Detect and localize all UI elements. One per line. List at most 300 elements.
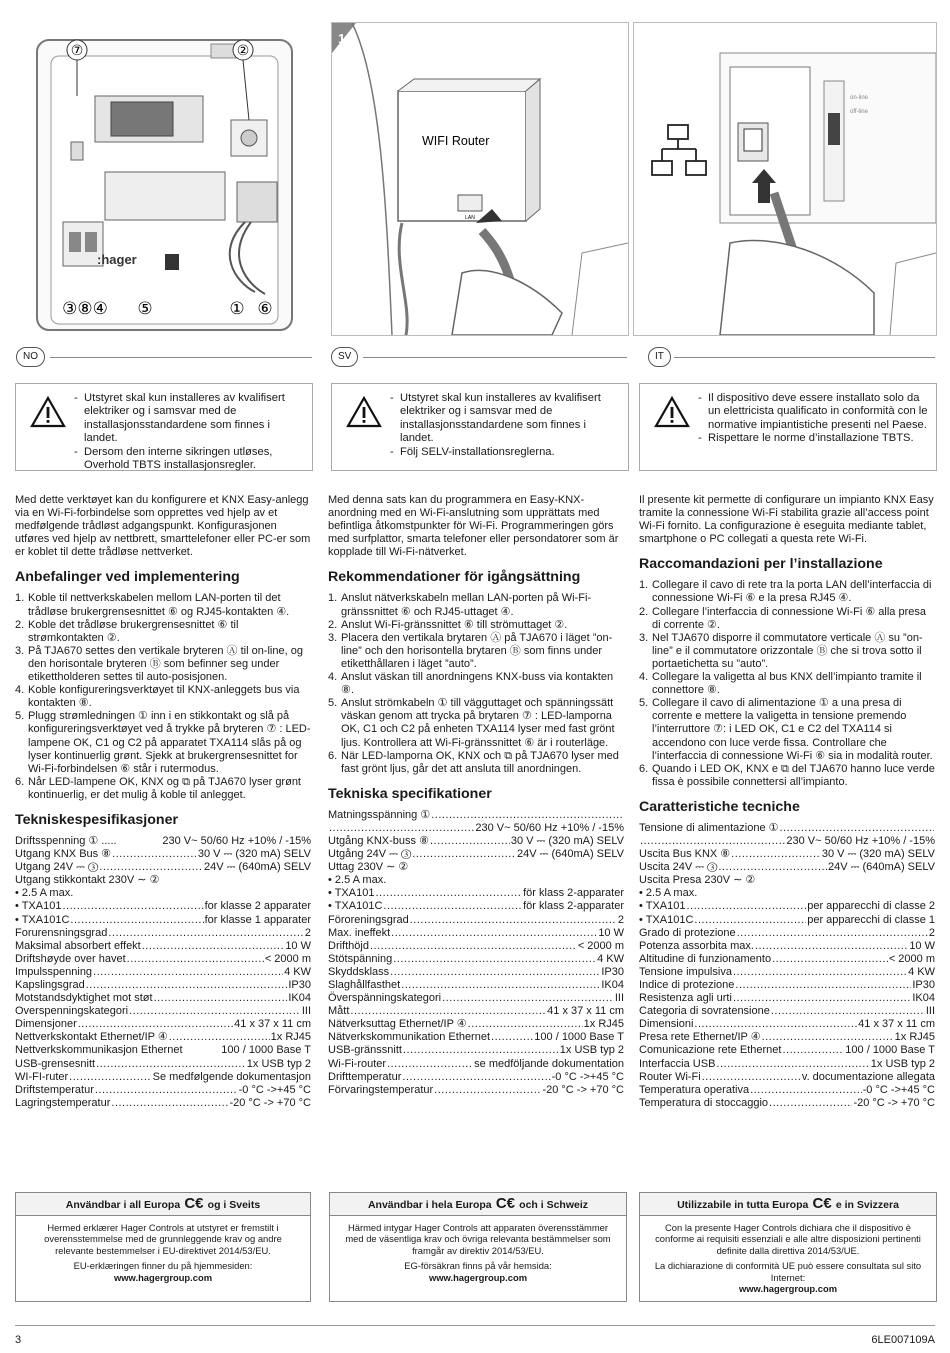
installation-steps	[15, 592, 311, 802]
ce-url: www.hagergroup.com	[738, 1283, 838, 1295]
spec-row	[639, 1058, 935, 1071]
spec-value: IK04	[601, 979, 624, 991]
ce-box-header	[16, 1193, 310, 1216]
spec-label: Categoria di sovratensione	[639, 1005, 770, 1018]
step-number: 1	[338, 31, 346, 46]
spec-label: • TXA101	[15, 900, 62, 913]
spec-value: 41 x 37 x 11 cm	[234, 1018, 311, 1031]
spec-leader	[370, 940, 577, 953]
spec-label: Tensione di alimentazione ①	[639, 821, 779, 834]
spec-value: 10 W	[598, 926, 624, 939]
spec-value: 41 x 37 x 11 cm	[547, 1005, 624, 1018]
spec-leader	[694, 1018, 857, 1031]
spec-label: Stötspänning	[328, 952, 393, 965]
ce-suffix: e in Svizzera	[835, 1199, 899, 1211]
ce-declaration: Con la presente Hager Controls dichiara che il dispositivo è conforme ai requisiti essenziali e alle altre disposizioni pertinenti definite dalla direttiva 2014/53/UE.	[655, 1222, 921, 1256]
spec-row	[639, 1018, 935, 1031]
spec-leader	[401, 979, 600, 992]
spec-label: Temperatura di stoccaggio	[639, 1096, 769, 1109]
warning-text: - Följ SELV-installationsreglerna.	[390, 446, 620, 459]
spec-label: Dimensjoner	[15, 1018, 77, 1031]
spec-row	[639, 1044, 935, 1057]
spec-value: III	[925, 1005, 935, 1018]
ce-box-no	[15, 1192, 311, 1302]
section-heading-installation: Raccomandazioni per l’installazione	[639, 556, 883, 573]
lan-port-label: LAN	[465, 215, 475, 221]
spec-leader	[95, 1084, 238, 1097]
ce-suffix: og i Sveits	[207, 1199, 261, 1211]
spec-label: Driftstemperatur	[15, 1083, 94, 1096]
spec-value: 100 / 1000 Base T	[845, 1044, 935, 1057]
spec-row	[15, 914, 311, 927]
footer-rule	[15, 1325, 935, 1326]
divider	[50, 357, 312, 358]
spec-value: IK04	[912, 992, 935, 1005]
section-heading-specs: Tekniska specifikationer	[328, 785, 492, 802]
spec-row	[15, 953, 311, 966]
spec-value: III	[301, 1005, 311, 1018]
spec-row	[15, 1031, 311, 1044]
spec-row	[15, 1097, 311, 1110]
spec-row	[328, 861, 624, 874]
spec-row	[15, 979, 311, 992]
spec-label: • TXA101	[639, 900, 686, 913]
spec-row	[328, 1084, 624, 1097]
spec-label: Altitudine di funzionamento	[639, 952, 772, 965]
warning-box-no	[15, 383, 313, 471]
spec-value: per apparecchi di classe 2	[807, 900, 935, 913]
spec-label: Skyddsklass	[328, 965, 390, 978]
spec-label: Förvaringstemperatur	[328, 1083, 434, 1096]
step-text: Plugg strømledningen ① inn i en stikkontakt og slå på konfigureringsverktøyet ved å trykke på bryteren ⑦ : LED-lampene OK, C1 og C2 på apparatet TXA114 slås på og lyser kontinuerlig grønt. Sjekk at brukergrensesnittet for Wi-Fi-forbindelsen ⑥ står i rutermodus.	[28, 710, 311, 775]
spec-row	[639, 940, 935, 953]
ethernet-drawing	[634, 23, 936, 335]
spec-value: for klasse 2 apparater	[204, 900, 311, 913]
spec-leader	[69, 1071, 151, 1084]
step-text: Collegare il cavo di alimentazione ① a una presa di corrente e mettere la valigetta in tensione premendo l’interruttore ⑦: i LED OK, C1 e C2 del TXA114 si accendono con luce verde fissa. Controllare che l’interfaccia di connessione Wi-Fi ⑥ sia in modalità router.	[652, 697, 933, 762]
spec-leader	[127, 953, 264, 966]
spec-row	[15, 900, 311, 913]
callout-1: ①	[229, 299, 245, 319]
callout-2: ②	[236, 43, 250, 59]
spec-value: 2	[304, 926, 311, 939]
spec-label: Föroreningsgrad	[328, 913, 409, 926]
spec-value: 2	[617, 913, 624, 926]
step-number: 1.	[639, 579, 649, 592]
spec-value: 100 / 1000 Base T	[221, 1044, 311, 1057]
ce-declaration-link-text	[650, 1260, 926, 1294]
spec-leader	[387, 1058, 473, 1071]
ce-url: www.hagergroup.com	[113, 1271, 213, 1283]
spec-value: 230 V~ 50/60 Hz +10% / -15%	[786, 834, 935, 847]
ce-box-header	[330, 1193, 626, 1216]
step-text: Koble til nettverkskabelen mellom LAN-porten til det trådløse brukergrensesnittet ⑥ og RJ45-kontakten ④.	[28, 592, 290, 618]
spec-leader	[142, 940, 285, 953]
spec-leader	[111, 1097, 228, 1110]
spec-value: 24V ⎓ (640mA) SELV	[203, 861, 311, 874]
ce-box-sv	[329, 1192, 627, 1302]
spec-leader	[393, 953, 596, 966]
spec-value: 230 V~ 50/60 Hz +10% / -15%	[475, 821, 624, 834]
intro-paragraph: Med denna sats kan du programmera en Easy-KNX-anordning med en Wi-Fi-anslutning som upprättats med befintliga åtkomstpunkter för Wi-Fi. Programmeringen görs med surfplattor, smarta telefoner eller persondatorer som är kopplade till Wi-Fi-nätverket.	[328, 494, 619, 559]
divider	[674, 357, 935, 358]
step-item	[639, 579, 935, 605]
spec-row	[15, 1058, 311, 1071]
spec-row	[328, 1044, 624, 1057]
spec-value: 1x USB typ 2	[246, 1057, 311, 1070]
spec-leader	[780, 822, 935, 835]
callout-3-8-4: ③⑧④	[62, 299, 108, 319]
spec-leader	[154, 992, 288, 1005]
spec-row	[639, 979, 935, 992]
spec-value: 24V ⎓ (640mA) SELV	[827, 861, 935, 874]
spec-row	[639, 835, 935, 848]
section-heading-installation: Rekommendationer för igångsättning	[328, 569, 581, 586]
spec-row	[639, 822, 935, 835]
spec-leader	[169, 1031, 270, 1044]
spec-row	[328, 953, 624, 966]
spec-leader	[737, 927, 928, 940]
ce-title: Utilizzabile in tutta Europa	[677, 1199, 809, 1211]
spec-label: • TXA101C	[15, 913, 70, 926]
spec-label: USB-grensesnitt	[15, 1057, 96, 1070]
step-item	[15, 776, 311, 802]
ce-link-intro: La dichiarazione di conformità UE può essere consultata sul sito Internet:	[654, 1260, 922, 1283]
spec-row	[639, 848, 935, 861]
spec-label: Driftsspenning ① .....	[15, 834, 117, 847]
spec-label: Dimensioni	[639, 1018, 694, 1031]
spec-leader	[468, 1018, 583, 1031]
spec-leader	[96, 1058, 246, 1071]
callout-6: ⑥	[257, 299, 273, 319]
spec-label: Nettverkskontakt Ethernet/IP ④	[15, 1031, 168, 1044]
spec-leader	[402, 1071, 550, 1084]
spec-row	[328, 1031, 624, 1044]
step-item	[639, 606, 935, 632]
step-number: 4.	[15, 684, 25, 697]
ce-declaration: Härmed intygar Hager Controls att apparaten överensstämmer med de väsentliga krav och övriga relevanta bestämmelser som framgår av direktiv 2014/53/EU.	[345, 1222, 611, 1256]
spec-leader	[99, 861, 203, 874]
spec-label: • 2.5 A max.	[328, 874, 387, 887]
spec-leader	[735, 979, 911, 992]
ce-box-header	[640, 1193, 936, 1216]
illustration-suitcase	[15, 22, 312, 334]
ce-declaration-link-text	[340, 1260, 616, 1283]
spec-label: Utgang stikkontakt 230V ∼ ②	[15, 874, 160, 887]
spec-leader	[442, 992, 614, 1005]
spec-leader	[108, 927, 304, 940]
spec-row	[328, 835, 624, 848]
section-heading-installation: Anbefalinger ved implementering	[15, 569, 240, 586]
ce-box-body	[330, 1216, 626, 1283]
spec-label: Nettverkskommunikasjon Ethernet	[15, 1044, 183, 1057]
step-text: Anslut nätverkskabeln mellan LAN-porten på Wi-Fi-gränssnittet ⑥ och RJ45-uttaget ④.	[341, 592, 592, 618]
spec-leader	[755, 940, 908, 953]
ce-box-body	[16, 1216, 310, 1283]
step-number: 3.	[328, 631, 338, 644]
spec-row	[328, 809, 624, 822]
spec-leader	[702, 1071, 801, 1084]
installation-steps	[639, 579, 935, 789]
spec-leader	[731, 848, 821, 861]
spec-row	[15, 992, 311, 1005]
spec-row	[639, 966, 935, 979]
step-text: Quando i LED OK, KNX e ⧉ del TJA670 hanno luce verde fissa è possibile connettersi all’impianto.	[652, 762, 935, 788]
spec-label: Presa rete Ethernet/IP ④	[639, 1031, 761, 1044]
spec-value: 1x RJ45	[270, 1031, 311, 1044]
spec-value: Se medfølgende dokumentasjon	[152, 1070, 311, 1083]
spec-leader	[733, 992, 911, 1005]
step-number: 3.	[639, 631, 649, 644]
spec-value: för klass 2-apparater	[523, 887, 624, 900]
spec-value: -0 °C ->+45 °C	[238, 1083, 311, 1096]
spec-label: Driftshøyde over havet	[15, 952, 126, 965]
spec-leader	[733, 966, 907, 979]
step-text: Koble det trådløse brukergrensesnittet ⑥ til strømkontakten ②.	[28, 618, 239, 644]
spec-value: per apparecchi di classe 1	[807, 913, 935, 926]
spec-row	[639, 1005, 935, 1018]
router-drawing	[332, 23, 628, 335]
step-number: 5.	[639, 697, 649, 710]
spec-value: för klass 2-apparater	[523, 900, 624, 913]
ce-suffix: och i Schweiz	[519, 1199, 589, 1211]
spec-row	[328, 848, 624, 861]
spec-value: -20 °C -> +70 °C	[229, 1096, 311, 1109]
spec-leader	[86, 979, 288, 992]
spec-leader	[383, 900, 522, 913]
spec-value: 1x USB typ 2	[870, 1057, 935, 1070]
spec-value: -0 °C ->+45 °C	[862, 1083, 935, 1096]
spec-table	[15, 835, 311, 1110]
step-number: 5.	[328, 697, 338, 710]
spec-value: 4 KW	[908, 965, 935, 978]
step-item	[15, 592, 311, 618]
spec-leader	[430, 835, 510, 848]
spec-table	[639, 822, 935, 1110]
ce-mark-icon: C€	[180, 1195, 208, 1212]
spec-value: < 2000 m	[577, 939, 624, 952]
spec-value: 230 V~ 50/60 Hz +10% / -15%	[162, 834, 311, 847]
illustration-wifi-router	[331, 22, 629, 336]
switch-online-label: on-line	[850, 95, 869, 101]
spec-value: 30 V ⎓ (320 mA) SELV	[197, 848, 311, 861]
ce-mark-icon: C€	[808, 1195, 836, 1212]
spec-label: Uscita 24V ⎓ ③	[639, 861, 718, 874]
spec-label: Nätverkskommunikation Ethernet	[328, 1031, 491, 1044]
spec-leader	[93, 966, 283, 979]
spec-row	[639, 874, 935, 887]
spec-row	[328, 927, 624, 940]
spec-value: v. documentazione allegata	[801, 1070, 935, 1083]
spec-label: Utgang 24V ⎓ ③	[15, 861, 99, 874]
spec-row	[328, 914, 624, 927]
spec-value: IP30	[288, 979, 311, 991]
spec-label: Max. ineffekt	[328, 926, 391, 939]
step-item	[328, 619, 624, 632]
ce-box-it	[639, 1192, 937, 1302]
warning-box-it	[639, 383, 937, 471]
spec-leader	[412, 848, 516, 861]
spec-leader	[762, 1031, 894, 1044]
spec-label: USB-gränssnitt	[328, 1044, 402, 1057]
warning-text: - Utstyret skal kun installeres av kvalifisert elektriker og i samsvar med de installasjonsstandardene som finnes i landet.	[390, 392, 620, 446]
spec-row	[328, 887, 624, 900]
step-item	[15, 684, 311, 710]
spec-label: Utgång 24V ⎓ ③	[328, 848, 412, 861]
spec-value: IP30	[601, 965, 624, 978]
warning-box-sv	[331, 383, 629, 471]
network-icon	[652, 125, 706, 175]
spec-value: < 2000 m	[264, 952, 311, 965]
spec-row	[639, 1031, 935, 1044]
ce-link-intro: EU-erklæringen finner du på hjemmesiden:	[73, 1260, 253, 1272]
spec-label: Indice di protezione	[639, 979, 735, 991]
spec-leader	[78, 1018, 233, 1031]
spec-label: Potenza assorbita max.	[639, 939, 754, 952]
step-text: Collegare la valigetta al bus KNX dell’impianto tramite il connettore ⑧.	[652, 671, 922, 697]
callout-7: ⑦	[70, 43, 84, 59]
step-item	[639, 671, 935, 697]
intro-paragraph: Med dette verktøyet kan du konfigurere et KNX Easy-anlegg via en Wi-Fi-forbindelse som opprettes ved hjelp av et medfølgende trådløst adgangspunkt. Konfigurasjonen utføres ved hjelp av nettbrett, smarttelefoner eller PC-er som er koblet til dette trådløse nettverket.	[15, 494, 311, 559]
spec-value: -0 °C ->+45 °C	[551, 1070, 624, 1083]
spec-label: Utgång KNX-buss ⑧	[328, 834, 429, 847]
spec-value: 30 V ⎓ (320 mA) SELV	[821, 848, 935, 861]
spec-leader	[718, 861, 827, 874]
step-text: Anslut strömkabeln ① till vägguttaget och spänningssätt väskan genom att trycka på brytaren ⑦ : LED-lamporna OK, C1 och C2 på enheten TXA114 lyser med fast grönt ljus. Kontrollera att Wi-Fi-gränssnittet ⑥ är i routerläge.	[341, 697, 615, 749]
spec-label: Nätverksuttag Ethernet/IP ④	[328, 1018, 467, 1031]
warning-icon	[654, 396, 690, 428]
spec-value: 1x USB typ 2	[559, 1044, 624, 1057]
spec-leader	[772, 953, 888, 966]
step-number: 3.	[15, 644, 25, 657]
spec-row	[15, 848, 311, 861]
step-number: 1.	[15, 592, 25, 605]
spec-value: III	[614, 992, 624, 1005]
divider	[363, 357, 627, 358]
spec-row	[639, 927, 935, 940]
step-text: Nel TJA670 disporre il commutatore verticale Ⓐ su ”on-line” e il commutatore orizzontale Ⓑ che si trova sotto il portaetichetta su ”auto”.	[652, 631, 923, 670]
spec-value: 4 KW	[284, 965, 311, 978]
step-text: Koble konfigureringsverktøyet til KNX-anleggets bus via kontakten ⑧.	[28, 684, 300, 710]
column-sv	[328, 494, 624, 1097]
lang-badge-it: IT	[648, 347, 671, 367]
spec-row	[15, 874, 311, 887]
spec-value: 4 KW	[597, 952, 624, 965]
step-item	[328, 750, 624, 776]
callout-5: ⑤	[137, 299, 153, 319]
step-item	[328, 671, 624, 697]
spec-leader	[112, 848, 197, 861]
warning-icon	[346, 396, 382, 428]
spec-leader	[769, 1097, 852, 1110]
spec-row	[328, 1005, 624, 1018]
warning-text: - Dersom den interne sikringen utløses, Overhold TBTS installasjonsregler.	[74, 446, 304, 473]
step-item	[639, 632, 935, 671]
spec-leader	[403, 1044, 559, 1057]
spec-row	[639, 1097, 935, 1110]
spec-label: • TXA101C	[328, 900, 383, 913]
spec-row	[15, 835, 311, 848]
spec-value: for klasse 1 apparater	[204, 913, 311, 926]
column-no	[15, 494, 311, 1110]
step-text: Collegare l’interfaccia di connessione Wi-Fi ⑥ alla presa di corrente ②.	[652, 605, 926, 631]
spec-value: 10 W	[909, 939, 935, 952]
spec-label: Motstandsdyktighet mot støt	[15, 992, 153, 1005]
spec-row	[328, 979, 624, 992]
spec-leader	[70, 914, 203, 927]
section-heading-specs: Tekniskespesifikasjoner	[15, 811, 178, 828]
spec-table	[328, 809, 624, 1097]
spec-row	[15, 1018, 311, 1031]
spec-label: Interfaccia USB	[639, 1057, 716, 1070]
ce-url: www.hagergroup.com	[428, 1271, 528, 1283]
spec-row	[328, 822, 624, 835]
step-number: 6.	[639, 762, 649, 775]
ce-declaration: Hermed erklærer Hager Controls at utstyret er fremstilt i overensstemmelse med de grunnleggende krav og andre relevante bestemmelser i EU-direktivet 2014/53/EU.	[44, 1222, 282, 1256]
spec-value: 1x RJ45	[894, 1031, 935, 1044]
spec-label: Utgang KNX Bus ⑧	[15, 848, 112, 861]
spec-row	[15, 966, 311, 979]
warning-icon	[30, 396, 66, 428]
spec-row	[639, 914, 935, 927]
step-number: 6.	[328, 749, 338, 762]
spec-label: Impulsspenning	[15, 965, 93, 978]
warning-text: - Utstyret skal kun installeres av kvalifisert elektriker og i samsvar med de installasjonsstandardene som finnes i landet.	[74, 392, 304, 446]
spec-label: Router Wi-Fi	[639, 1070, 701, 1083]
spec-value: -20 °C -> +70 °C	[853, 1096, 935, 1109]
document-code: 6LE007109A	[871, 1334, 935, 1346]
spec-row	[15, 861, 311, 874]
spec-value: 10 W	[285, 939, 311, 952]
page-number: 3	[15, 1334, 22, 1346]
step-item	[328, 632, 624, 671]
step-text: Anslut Wi-Fi-gränssnittet ⑥ till strömuttaget ②.	[341, 618, 568, 631]
spec-row	[328, 966, 624, 979]
spec-row	[15, 887, 311, 900]
section-heading-specs: Caratteristiche tecniche	[639, 798, 800, 815]
step-number: 2.	[639, 605, 649, 618]
warning-text: - Il dispositivo deve essere installato solo da un elettricista qualificato in conformità con le normative impiantistiche presenti nel Paese.	[698, 392, 928, 432]
step-item	[639, 763, 935, 789]
step-item	[15, 710, 311, 775]
spec-leader	[640, 835, 785, 848]
spec-leader	[716, 1058, 869, 1071]
step-number: 2.	[15, 618, 25, 631]
spec-row	[15, 1071, 311, 1084]
step-item	[15, 645, 311, 684]
spec-row	[328, 992, 624, 1005]
spec-value: -20 °C -> +70 °C	[542, 1083, 624, 1096]
step-item	[15, 619, 311, 645]
spec-label: Uscita Bus KNX ⑧	[639, 848, 731, 861]
spec-label: Uscita Presa 230V ∼ ②	[639, 874, 756, 887]
spec-value: 2	[928, 926, 935, 939]
spec-leader	[782, 1044, 844, 1057]
step-number: 5.	[15, 710, 25, 723]
step-number: 6.	[15, 775, 25, 788]
spec-row	[639, 953, 935, 966]
spec-value: < 2000 m	[888, 952, 935, 965]
installation-steps	[328, 592, 624, 775]
spec-label: Lagringstemperatur	[15, 1096, 111, 1109]
spec-leader	[686, 900, 806, 913]
spec-label: Överspänningskategori	[328, 992, 442, 1005]
hager-logo: :hager	[97, 252, 137, 267]
step-number: 1.	[328, 592, 338, 605]
spec-leader	[771, 1005, 925, 1018]
spec-row	[328, 940, 624, 953]
spec-value: IK04	[288, 992, 311, 1005]
